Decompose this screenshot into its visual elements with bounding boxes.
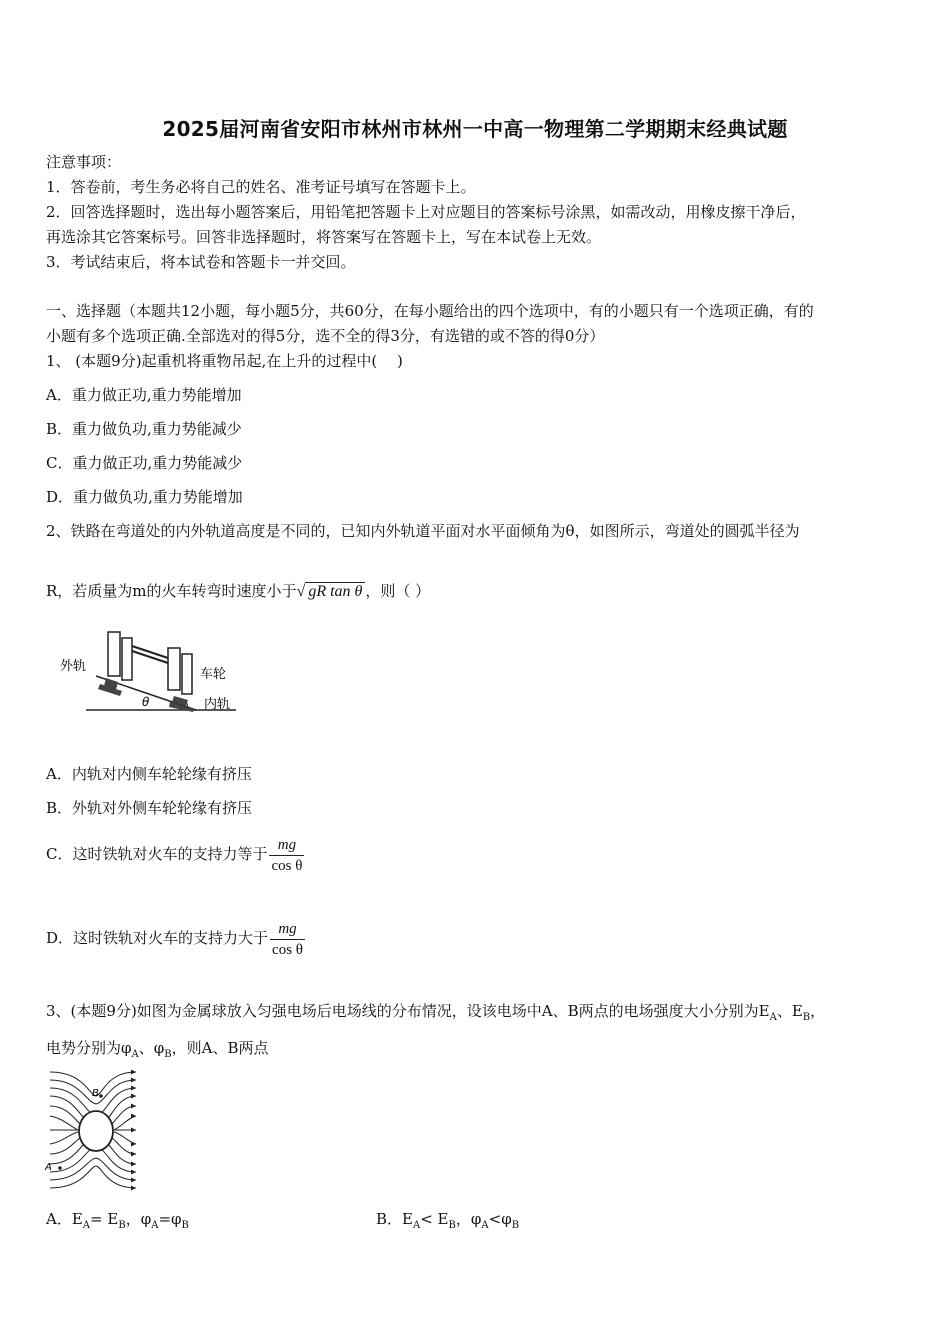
q1-option-c: C．重力做正功,重力势能减少	[46, 454, 243, 472]
option-text: = E	[90, 1210, 119, 1228]
subscript: B	[181, 1220, 189, 1231]
fraction	[270, 919, 305, 960]
point-label-b: B	[92, 1088, 99, 1099]
q3-stem	[46, 1001, 825, 1028]
q1-option-a: A．重力做正功,重力势能增加	[46, 386, 242, 404]
notice-item: 1．答卷前，考生务必将自己的姓名、准考证号填写在答题卡上。	[46, 178, 476, 196]
q2-stem: 2、铁路在弯道处的内外轨道高度是不同的，已知内外轨道平面对水平面倾角为θ，如图所示，弯道处的圆弧半径为	[46, 522, 800, 540]
q3-stem-cont	[46, 1038, 268, 1065]
q2-stem-text-end: ，则（ ）	[365, 582, 431, 600]
figure-label-wheel: 车轮	[200, 667, 227, 682]
subscript: A	[131, 1049, 139, 1060]
subscript: A	[481, 1220, 489, 1231]
subscript: A	[769, 1012, 777, 1023]
fraction-denominator: cos θ	[271, 857, 303, 874]
figure-label-inner: 内轨	[204, 697, 231, 712]
fraction-denominator: cos θ	[272, 941, 303, 958]
q2-option-d	[46, 918, 305, 960]
fraction	[269, 835, 304, 876]
subscript: B	[164, 1049, 172, 1060]
figure-angle-label: θ	[142, 695, 150, 709]
q3-stem-text: 3、(本题9分)如图为金属球放入匀强电场后电场线的分布情况，设该电场中A、B两点的电场强度大小分别为E	[46, 1002, 770, 1020]
option-text: =φ	[158, 1210, 182, 1228]
option-text: A．E	[46, 1210, 83, 1228]
q2-option-d-text: D．这时铁轨对火车的支持力大于	[46, 929, 269, 947]
section-heading: 一、选择题（本题共12小题，每小题5分，共60分，在每小题给出的四个选项中，有的小题只有一个选项正确，有的	[46, 302, 814, 320]
fraction-numerator: mg	[270, 919, 305, 940]
figure-label-outer: 外轨	[60, 659, 87, 674]
q3-option-a	[46, 1209, 189, 1236]
fraction-numerator: mg	[269, 835, 304, 856]
q1-option-d: D．重力做负功,重力势能增加	[46, 488, 243, 506]
q3-stem-text: 电势分别为φ	[46, 1039, 132, 1057]
notice-heading: 注意事项：	[46, 153, 122, 171]
option-text: ，φ	[125, 1210, 152, 1228]
q3-stem-text: 、E	[776, 1002, 803, 1020]
q2-option-c	[46, 834, 304, 876]
notice-item: 2．回答选择题时，选出每小题答案后，用铅笔把答题卡上对应题目的答案标号涂黑，如需改动，用橡皮擦干净后，	[46, 203, 806, 221]
sqrt-radicand: gR tan θ	[305, 582, 365, 600]
point-label-a: A	[45, 1162, 52, 1173]
option-text: <φ	[488, 1210, 512, 1228]
notice-item: 3．考试结束后，将本试卷和答题卡一并交回。	[46, 253, 356, 271]
q2-option-b: B．外轨对外侧车轮轮缘有挤压	[46, 799, 253, 817]
option-text: < E	[420, 1210, 449, 1228]
banked-track-figure	[56, 624, 246, 716]
section-heading-cont: 小题有多个选项正确.全部选对的得5分，选不全的得3分，有选错的或不答的得0分）	[46, 327, 605, 345]
q3-option-b	[376, 1209, 519, 1236]
subscript: A	[151, 1220, 159, 1231]
q3-stem-text: ，	[810, 1002, 826, 1020]
electric-field-figure	[44, 1066, 144, 1192]
option-text: B．E	[376, 1210, 413, 1228]
q2-option-a: A．内轨对内侧车轮轮缘有挤压	[46, 765, 252, 783]
subscript: B	[802, 1012, 811, 1023]
subscript: A	[82, 1220, 91, 1231]
notice-item: 再选涂其它答案标号。回答非选择题时，将答案写在答题卡上，写在本试卷上无效。	[46, 228, 602, 246]
option-text: ，φ	[455, 1210, 482, 1228]
sqrt-expression: √ gR tan θ	[297, 582, 366, 600]
q2-option-c-text: C．这时铁轨对火车的支持力等于	[46, 845, 268, 863]
q2-stem-text: R，若质量为m的火车转弯时速度小于	[46, 582, 297, 600]
subscript: B	[448, 1220, 456, 1231]
subscript: B	[511, 1220, 520, 1231]
subscript: A	[412, 1220, 421, 1231]
q3-stem-text: 、φ	[138, 1039, 165, 1057]
q1-stem: 1、 (本题9分)起重机将重物吊起,在上升的过程中( )	[46, 352, 403, 370]
subscript: B	[118, 1220, 126, 1231]
q1-option-b: B．重力做负功,重力势能减少	[46, 420, 242, 438]
page-title: 2025届河南省安阳市林州市林州一中高一物理第二学期期末经典试题	[162, 117, 788, 141]
q2-stem-cont	[46, 581, 430, 602]
q3-stem-text: ，则A、B两点	[171, 1039, 269, 1057]
